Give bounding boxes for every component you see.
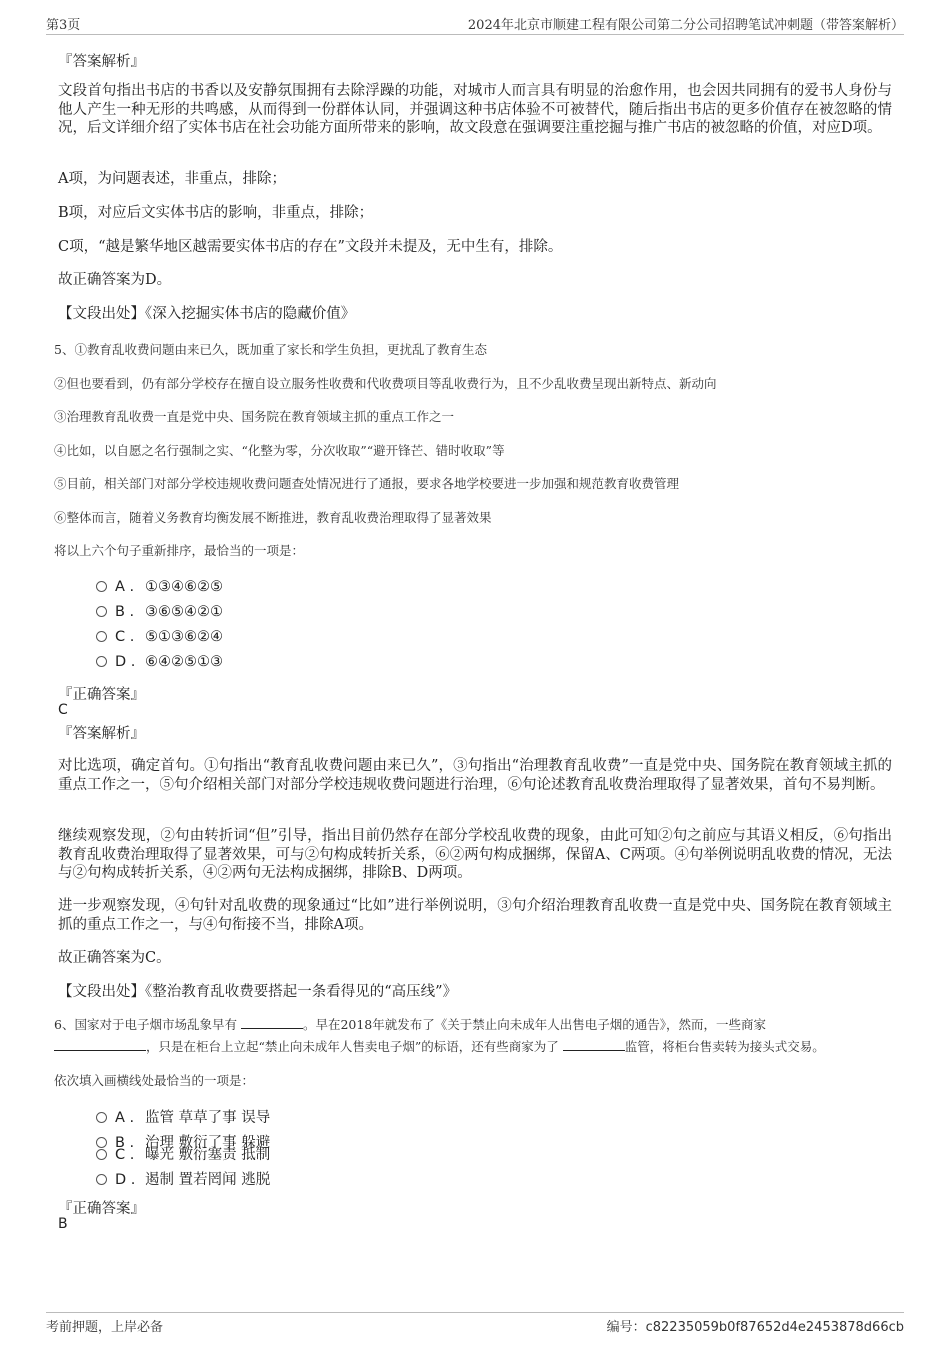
analysis-paragraph: A项，为问题表述，非重点，排除； (58, 171, 286, 187)
question-prompt: 将以上六个句子重新排序，最恰当的一项是： (54, 543, 305, 558)
analysis-paragraph: 文段首句指出书店的书香以及安静氛围拥有去除浮躁的功能，对城市人而言具有明显的治愈作用，也会因共同拥有的爱书人身份与他人产生一种无形的共鸣感，从而得到一份群体认同，并强调这种书店体验不可被替代，随后指出书店的更多价值存在被忽略的情况，后文详细介绍了实体书店在社会功能方面所带来的影响，故文段意在强调要注重挖掘与推广书店的被忽略的价值，对应D项。 (58, 83, 892, 136)
answer-statement: 故正确答案为C。 (58, 950, 171, 966)
document-code: 编号：c82235059b0f87652d4e2453878d66cb (606, 1320, 904, 1335)
question-sentence: ③治理教育乱收费一直是党中央、国务院在教育领域主抓的重点工作之一 (54, 409, 455, 424)
document-title: 2024年北京市顺建工程有限公司第二分公司招聘笔试冲刺题（带答案解析） (467, 18, 904, 33)
question-sentence: 5、①教育乱收费问题由来已久，既加重了家长和学生负担，更扰乱了教育生态 (54, 342, 487, 357)
page-header (46, 14, 904, 35)
option-b[interactable]: B . ③⑥⑤④②① (96, 604, 223, 624)
radio-icon[interactable] (96, 656, 107, 667)
option-b[interactable]: B . 治理 敷衍了事 躲避 (96, 1131, 270, 1151)
footer-slogan: 考前押题，上岸必备 (46, 1320, 164, 1335)
answer-statement: 故正确答案为D。 (58, 272, 172, 288)
radio-icon[interactable] (96, 581, 107, 592)
option-a[interactable]: A . ①③④⑥②⑤ (96, 579, 223, 599)
fill-blank (54, 1038, 146, 1051)
analysis-label: 『答案解析』 (58, 726, 145, 742)
option-d[interactable]: D . ⑥④②⑤①③ (96, 654, 223, 674)
analysis-paragraph: 继续观察发现，②句由转折词“但”引导，指出目前仍然存在部分学校乱收费的现象，由此可知②句之前应与其语义相反，⑥句指出教育乱收费治理取得了显著效果，可与②句构成转折关系，⑥②两句构成捆绑，保留A、C两项。④句举例说明乱收费的情况，无法与②句构成转折关系，④②两句无法构成捆绑，排除B、D两项。 (58, 828, 892, 881)
radio-icon[interactable] (96, 1112, 107, 1123)
fill-blank (563, 1038, 625, 1051)
option-c[interactable]: C . ⑤①③⑥②④ (96, 629, 223, 649)
radio-icon[interactable] (96, 1149, 107, 1160)
analysis-paragraph: C项，“越是繁华地区越需要实体书店的存在”文段并未提及，无中生有，排除。 (58, 239, 563, 255)
question-sentence: ④比如，以自愿之名行强制之实、“化整为零，分次收取”“避开锋芒、错时收取”等 (54, 443, 505, 458)
correct-answer: C (58, 702, 68, 718)
question-sentence: ⑤目前，相关部门对部分学校违规收费问题查处情况进行了通报，要求各地学校要进一步加强和规范教育收费管理 (54, 476, 680, 491)
page-footer (46, 1312, 904, 1337)
option-a[interactable]: A . 监管 草草了事 误导 (96, 1106, 270, 1126)
correct-answer-label: 『正确答案』 (58, 1201, 145, 1217)
fill-blank (241, 1016, 303, 1029)
analysis-paragraph: B项，对应后文实体书店的影响，非重点，排除； (58, 205, 374, 221)
source-citation: 【文段出处】《整治教育乱收费要搭起一条看得见的“高压线”》 (58, 984, 458, 1000)
question-stem: 6、国家对于电子烟市场乱象早有 。早在2018年就发布了《关于禁止向未成年人出售电子烟的通告》，然而，一些商家 ，只是在柜台上立起“禁止向未成年人售卖电子烟”的标语，还有些商家为了 监管，将柜台售卖转为接头式交易。 (54, 1017, 825, 1054)
radio-icon[interactable] (96, 606, 107, 617)
question-sentence: ②但也要看到，仍有部分学校存在擅自设立服务性收费和代收费项目等乱收费行为，且不少乱收费呈现出新特点、新动向 (54, 376, 717, 391)
radio-icon[interactable] (96, 631, 107, 642)
option-c[interactable]: C . 曝光 敷衍塞责 抵制 (96, 1143, 270, 1163)
question-prompt: 依次填入画横线处最恰当的一项是： (54, 1073, 255, 1088)
source-citation: 【文段出处】《深入挖掘实体书店的隐藏价值》 (58, 306, 356, 322)
radio-icon[interactable] (96, 1174, 107, 1185)
analysis-paragraph: 对比选项，确定首句。①句指出“教育乱收费问题由来已久”，③句指出“治理教育乱收费”一直是党中央、国务院在教育领域主抓的重点工作之一，⑤句介绍相关部门对部分学校违规收费问题进行治理，⑥句论述教育乱收费治理取得了显著效果，首句不易判断。 (58, 758, 892, 793)
correct-answer: B (58, 1216, 68, 1232)
analysis-paragraph: 进一步观察发现，④句针对乱收费的现象通过“比如”进行举例说明，③句介绍治理教育乱收费一直是党中央、国务院在教育领域主抓的重点工作之一，与④句衔接不当，排除A项。 (58, 898, 892, 933)
option-d[interactable]: D . 遏制 置若罔闻 逃脱 (96, 1168, 270, 1188)
page-number: 第3页 (46, 18, 81, 33)
question-sentence: ⑥整体而言，随着义务教育均衡发展不断推进，教育乱收费治理取得了显著效果 (54, 510, 492, 525)
correct-answer-label: 『正确答案』 (58, 687, 145, 703)
analysis-label: 『答案解析』 (58, 54, 145, 70)
